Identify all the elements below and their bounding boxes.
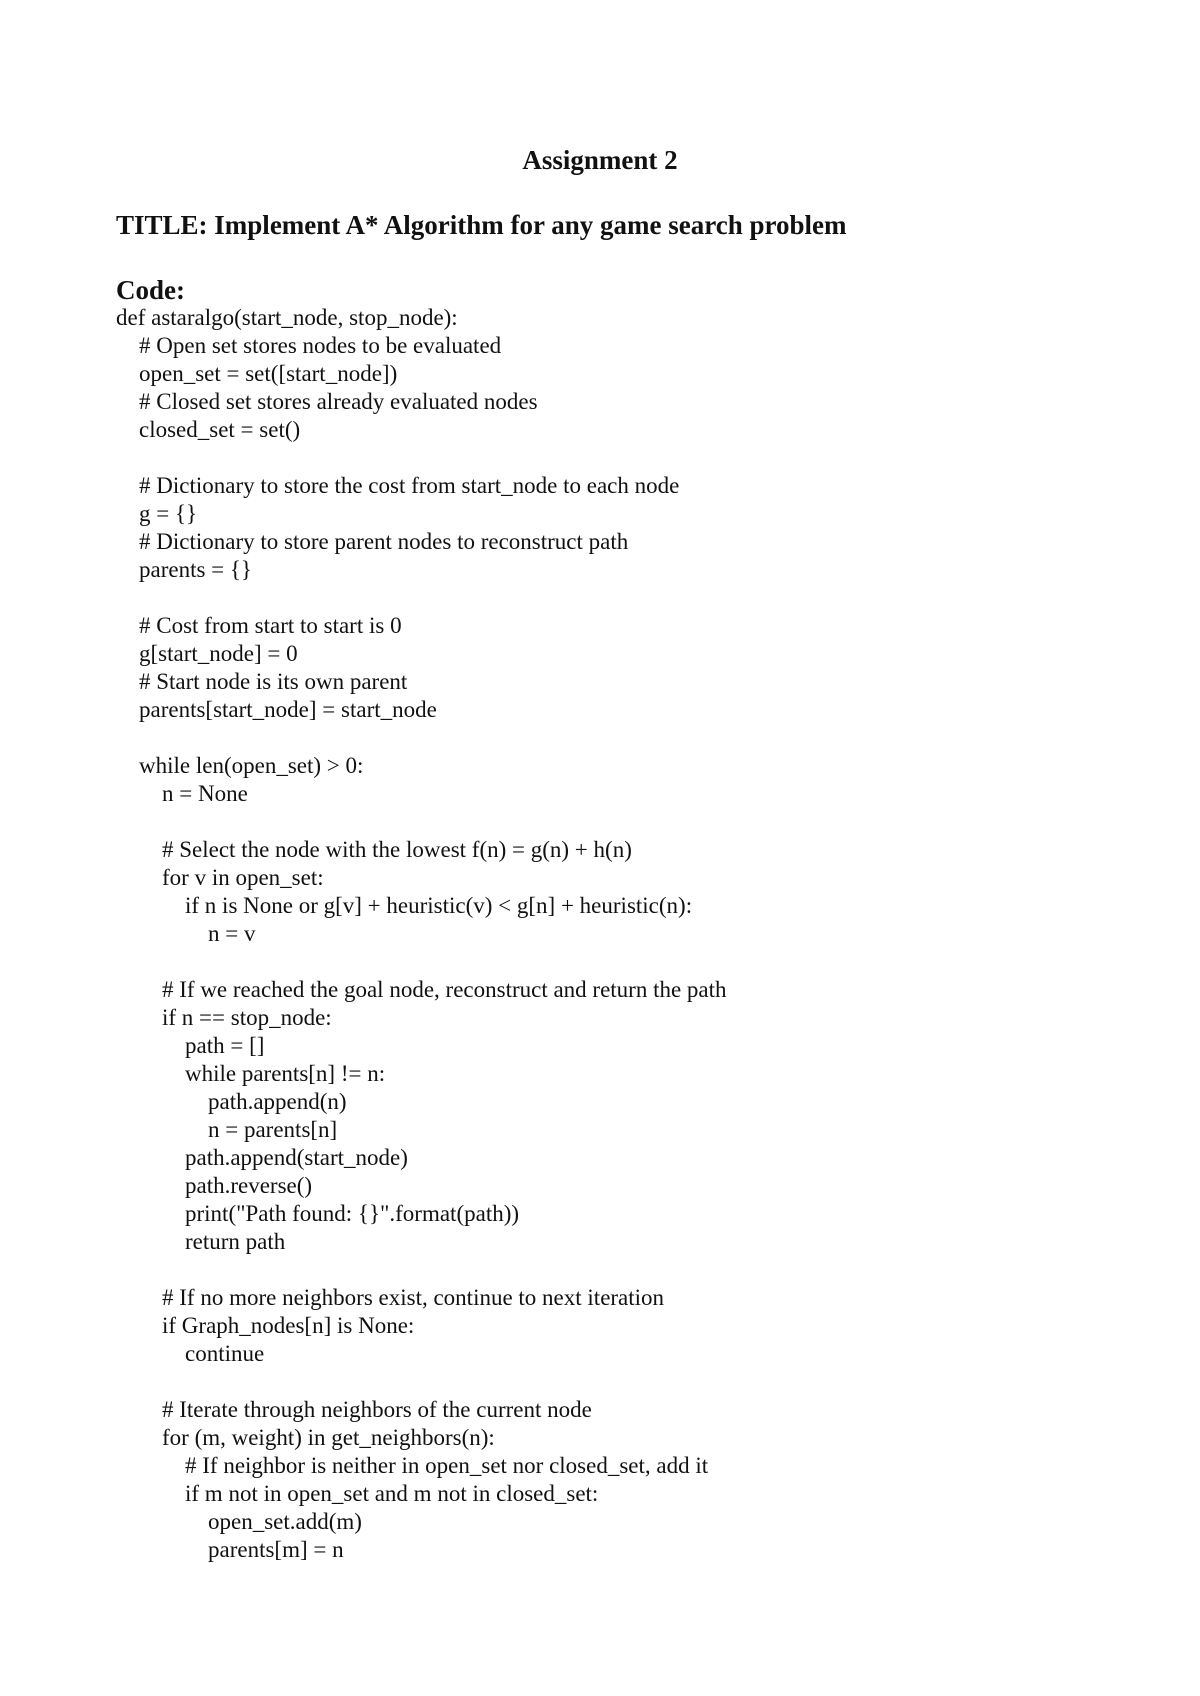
code-line (116, 444, 727, 472)
code-line: # Select the node with the lowest f(n) = g(n) + h(n) (116, 837, 632, 862)
code-line: n = parents[n] (116, 1117, 338, 1142)
code-line: n = None (116, 781, 248, 806)
code-line: path.append(n) (116, 1089, 347, 1114)
assignment-heading: Assignment 2 (522, 145, 678, 175)
code-line: g = {} (116, 501, 198, 526)
code-line (116, 1256, 727, 1284)
code-line: n = v (116, 921, 256, 946)
code-line: path = [] (116, 1033, 265, 1058)
code-line: return path (116, 1229, 286, 1254)
code-line (116, 808, 727, 836)
code-line: for v in open_set: (116, 865, 324, 890)
code-line: while len(open_set) > 0: (116, 753, 364, 778)
code-line: parents[start_node] = start_node (116, 697, 437, 722)
code-line (116, 948, 727, 976)
code-line: def astaralgo(start_node, stop_node): (116, 305, 458, 330)
code-line: # Dictionary to store the cost from start_node to each node (116, 473, 680, 498)
title-text: Implement A* Algorithm for any game search problem (207, 210, 847, 240)
code-line: while parents[n] != n: (116, 1061, 386, 1086)
code-heading: Code: (116, 275, 185, 305)
code-line: # If neighbor is neither in open_set nor closed_set, add it (116, 1453, 709, 1478)
code-line: if n == stop_node: (116, 1005, 332, 1030)
code-line: # Iterate through neighbors of the current node (116, 1397, 592, 1422)
title-label: TITLE: (116, 210, 208, 240)
code-line: # If no more neighbors exist, continue to next iteration (116, 1285, 665, 1310)
code-line: # Closed set stores already evaluated nodes (116, 389, 538, 414)
code-line: g[start_node] = 0 (116, 641, 298, 666)
code-line: # Open set stores nodes to be evaluated (116, 333, 502, 358)
code-line: open_set = set([start_node]) (116, 361, 398, 386)
code-line: if m not in open_set and m not in closed_set: (116, 1481, 599, 1506)
code-line: continue (116, 1341, 265, 1366)
code-line: for (m, weight) in get_neighbors(n): (116, 1425, 495, 1450)
code-listing (116, 304, 727, 1564)
code-line: closed_set = set() (116, 417, 301, 442)
code-line: parents[m] = n (116, 1537, 344, 1562)
code-line: path.reverse() (116, 1173, 313, 1198)
code-line: print("Path found: {}".format(path)) (116, 1201, 520, 1226)
code-line: path.append(start_node) (116, 1145, 408, 1170)
code-line: parents = {} (116, 557, 252, 582)
code-line: # Cost from start to start is 0 (116, 613, 402, 638)
code-line (116, 724, 727, 752)
code-line: open_set.add(m) (116, 1509, 362, 1534)
code-line: if n is None or g[v] + heuristic(v) < g[n] + heuristic(n): (116, 893, 693, 918)
code-line (116, 584, 727, 612)
code-line: # Start node is its own parent (116, 669, 408, 694)
assignment-title (116, 208, 847, 242)
code-line (116, 1368, 727, 1396)
code-line: # Dictionary to store parent nodes to reconstruct path (116, 529, 629, 554)
code-line: if Graph_nodes[n] is None: (116, 1313, 415, 1338)
code-line: # If we reached the goal node, reconstruct and return the path (116, 977, 727, 1002)
